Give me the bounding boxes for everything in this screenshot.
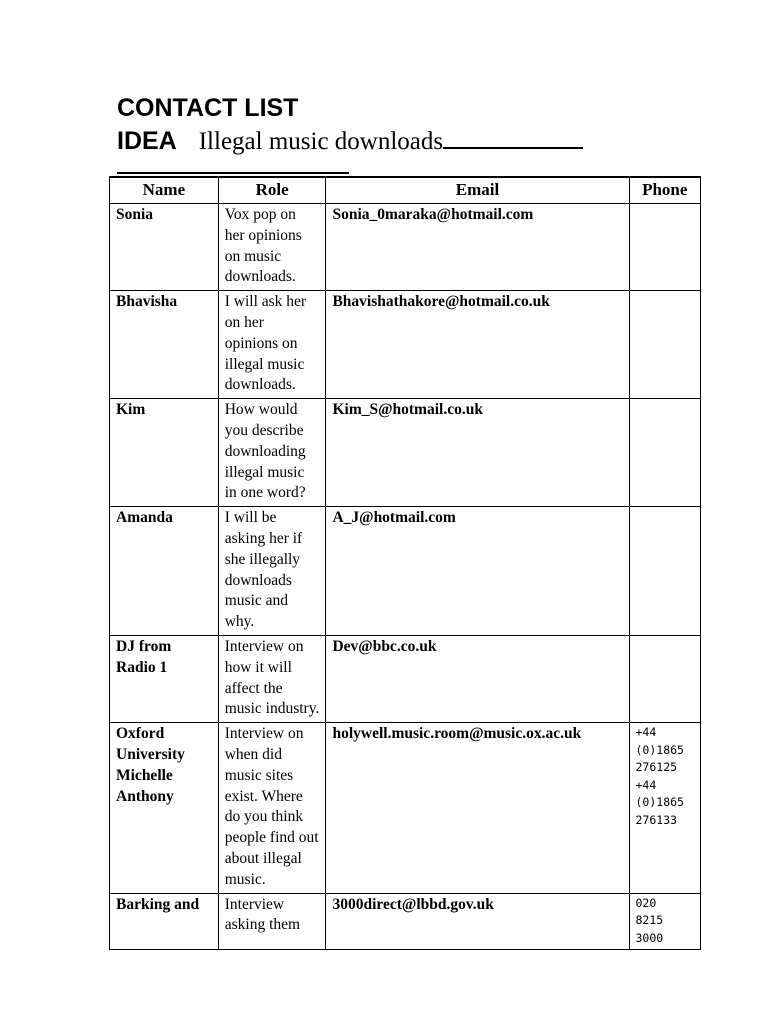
contact-role: Interview asking them [218, 893, 326, 950]
contact-email: Dev@bbc.co.uk [326, 635, 629, 722]
contact-phone [629, 723, 701, 893]
contact-phone [629, 204, 701, 291]
phone-line: 3000 [635, 930, 664, 945]
contact-email: 3000direct@lbbd.gov.uk [326, 893, 629, 950]
contact-phone [629, 291, 701, 399]
table-row [110, 507, 701, 636]
contact-phone [629, 507, 701, 636]
phone-line: +44 [635, 777, 657, 792]
contact-email: holywell.music.room@music.ox.ac.uk [326, 723, 629, 893]
phone-line: 8215 [635, 913, 664, 927]
contact-email: Sonia_0maraka@hotmail.com [326, 204, 629, 291]
idea-line [117, 124, 717, 159]
table-row [110, 204, 701, 291]
table-row [110, 291, 701, 399]
contact-name: Kim [110, 399, 219, 507]
contact-name: DJ from Radio 1 [110, 635, 219, 722]
contact-role: Interview on how it will affect the music industry. [218, 635, 326, 722]
contact-table [109, 176, 701, 950]
contact-rows [110, 204, 701, 950]
header-role: Role [218, 177, 326, 204]
contact-phone [629, 399, 701, 507]
contact-phone [629, 893, 701, 950]
contact-role: Vox pop on her opinions on music downloads. [218, 204, 326, 291]
contact-role: I will ask her on her opinions on illegal music downloads. [218, 291, 326, 399]
header-name: Name [110, 177, 219, 204]
phone-line: 276133 [635, 812, 678, 827]
contact-name: Amanda [110, 507, 219, 636]
contact-role: I will be asking her if she illegally downloads music and why. [218, 507, 326, 636]
contact-name: Barking and [110, 893, 219, 950]
contact-name: Oxford University Michelle Anthony [110, 723, 219, 893]
page-title: CONTACT LIST [117, 94, 299, 122]
contact-email: A_J@hotmail.com [326, 507, 629, 636]
table-row [110, 635, 701, 722]
idea-label: IDEA [117, 127, 177, 155]
contact-name: Bhavisha [110, 291, 219, 399]
phone-line: +44 [635, 725, 657, 740]
table-header-row [110, 177, 701, 204]
contact-email: Bhavishathakore@hotmail.co.uk [326, 291, 629, 399]
table-row [110, 723, 701, 893]
contact-email: Kim_S@hotmail.co.uk [326, 399, 629, 507]
header-email: Email [326, 177, 629, 204]
table-row [110, 893, 701, 950]
contact-role: Interview on when did music sites exist. Where do you think people find out about illegal music. [218, 723, 326, 893]
header-phone: Phone [629, 177, 701, 204]
idea-underline-continued [117, 172, 349, 174]
phone-line: 276125 [635, 760, 678, 775]
contact-name: Sonia [110, 204, 219, 291]
phone-line: 020 [635, 895, 657, 910]
phone-line: (0)1865 [635, 742, 684, 757]
idea-underline [443, 147, 583, 149]
contact-phone [629, 635, 701, 722]
idea-text: Illegal music downloads [198, 128, 444, 155]
document-heading [117, 92, 717, 159]
contact-role: How would you describe downloading illegal music in one word? [218, 399, 326, 507]
table-row [110, 399, 701, 507]
phone-line: (0)1865 [635, 795, 684, 810]
